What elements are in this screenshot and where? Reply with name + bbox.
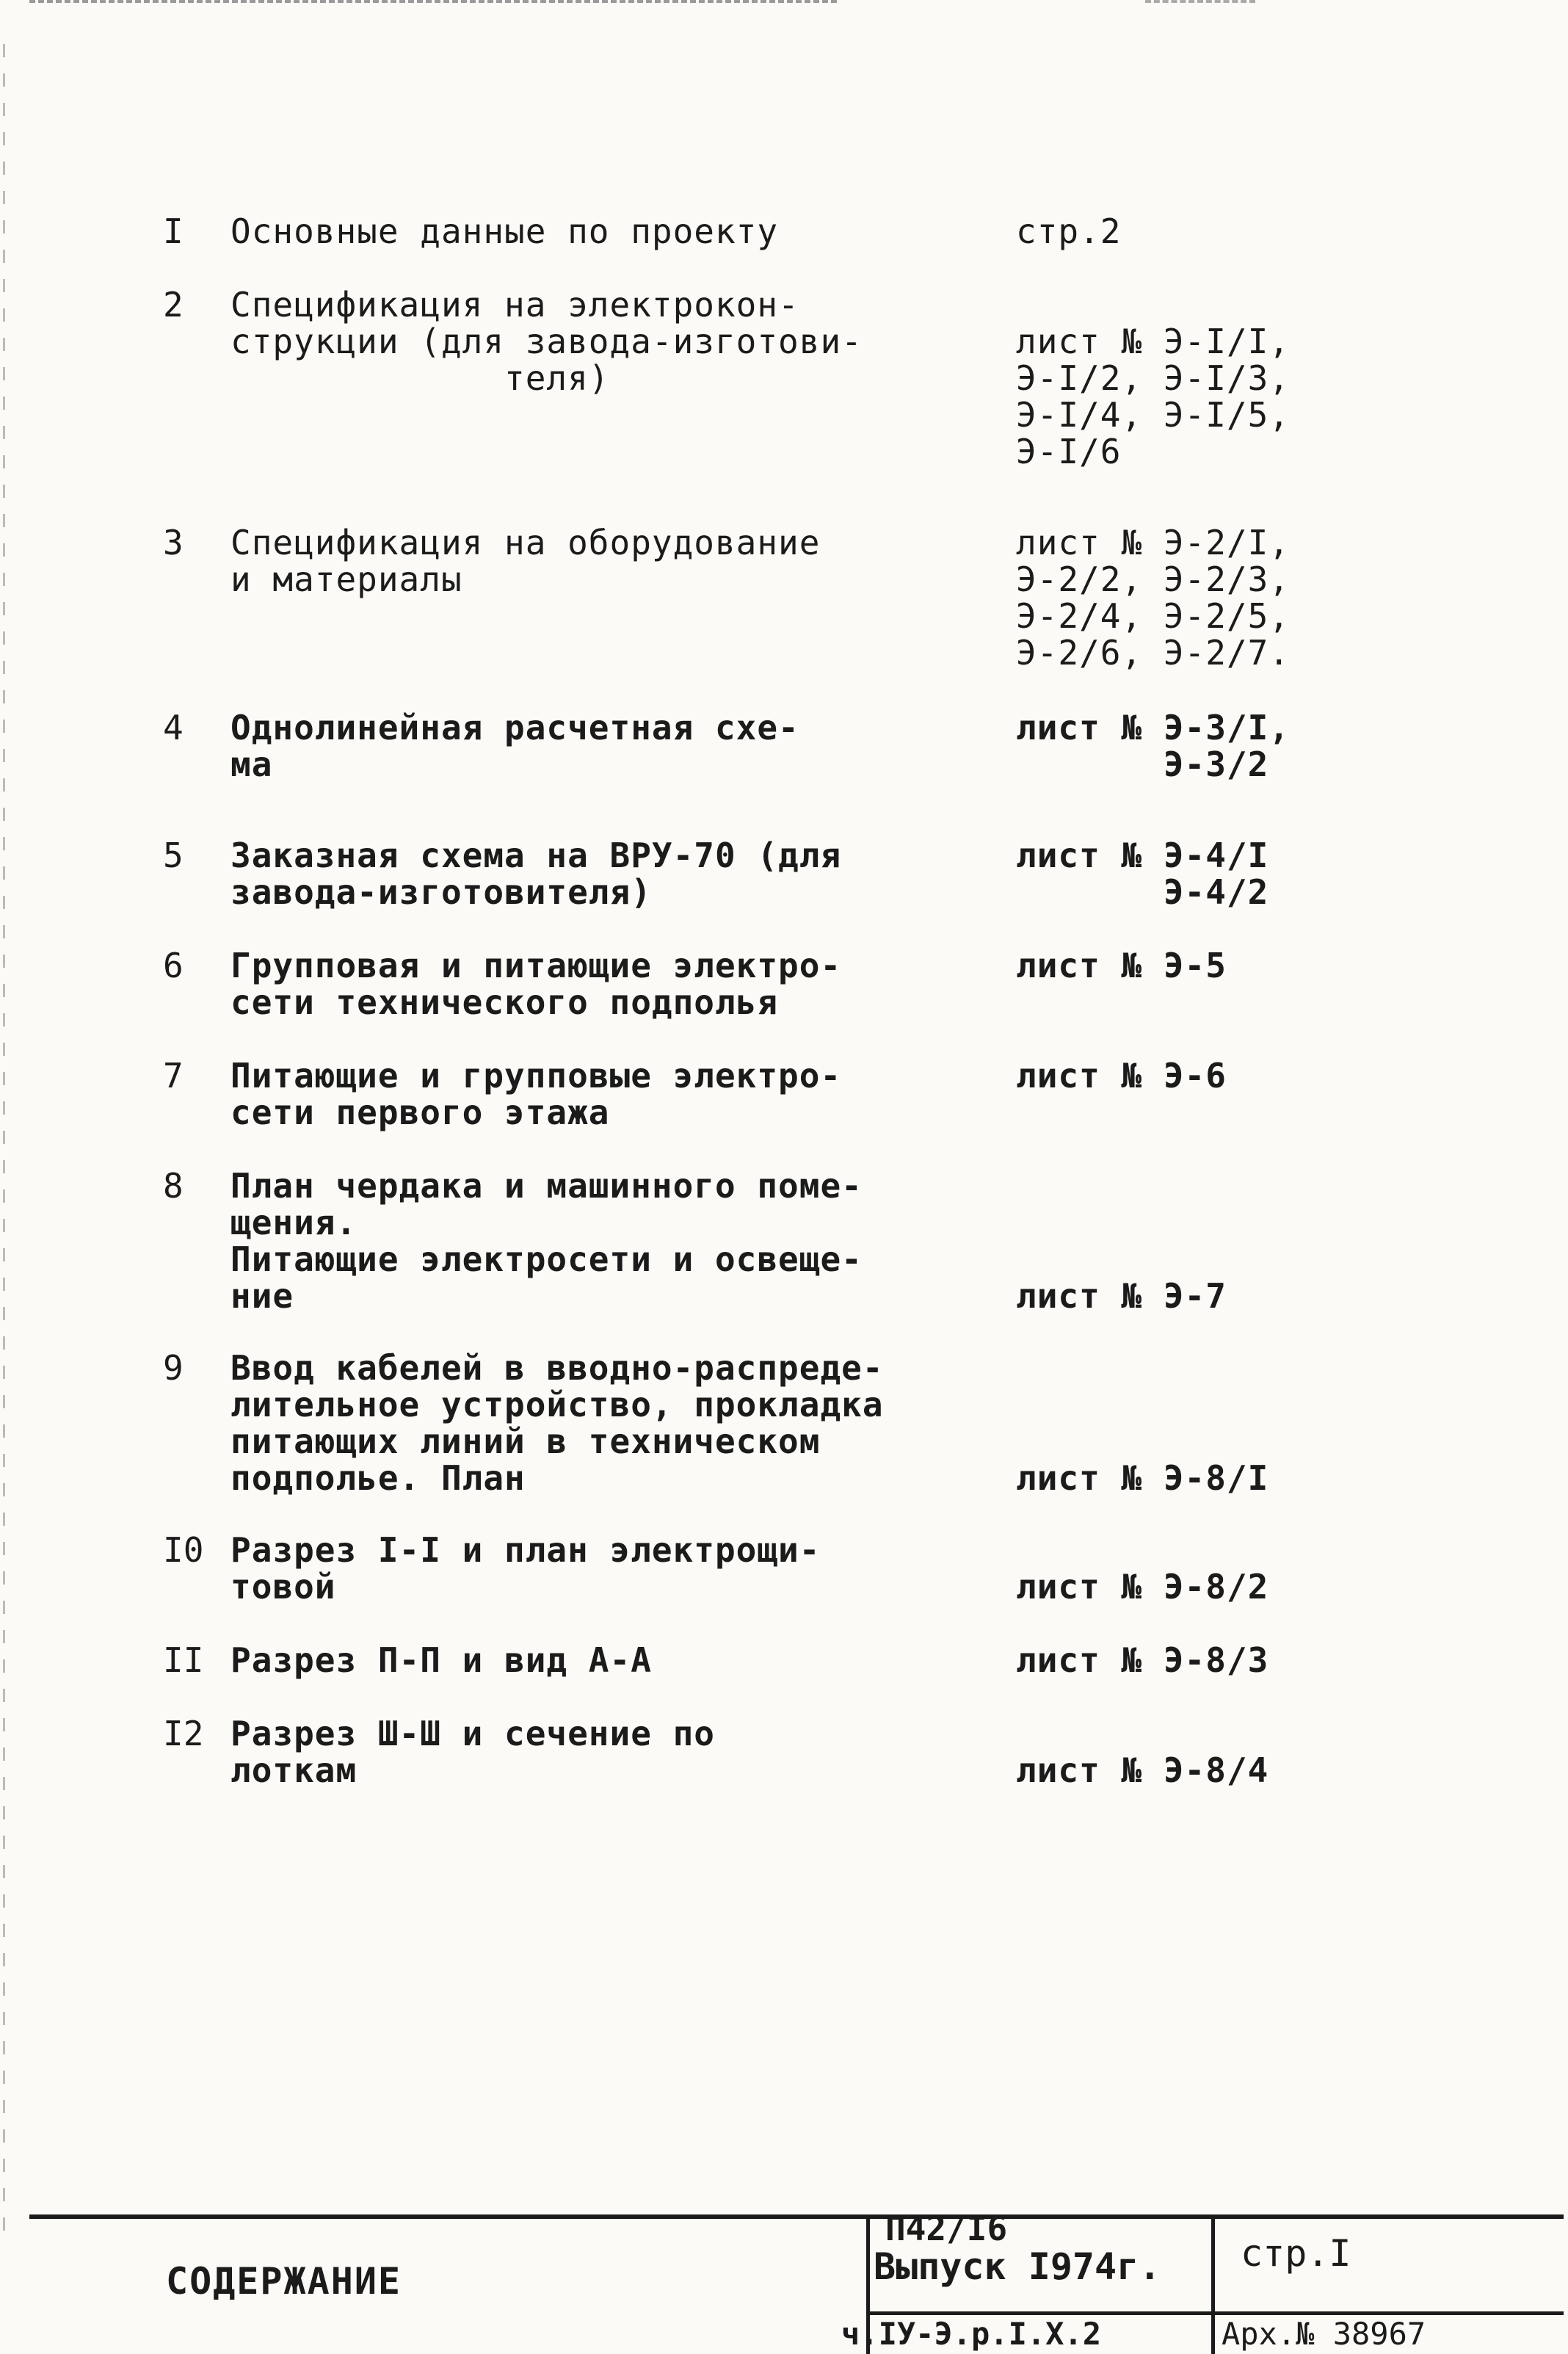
toc-item-title: Однолинейная расчетная схе- ма	[231, 708, 799, 784]
top-edge-mark-right	[1145, 0, 1255, 7]
toc-item-title: Ввод кабелей в вводно-распреде- лительное устройство, прокладка питающих линий в техническом подполье. План	[231, 1348, 884, 1498]
toc-item-title: Разрез Ш-Ш и сечение по лоткам	[231, 1714, 715, 1790]
toc-item-number: I	[163, 211, 184, 251]
toc-item-title: Групповая и питающие электро- сети технического подполья	[231, 946, 842, 1022]
toc-item-reference: лист № Э-8/2	[1016, 1567, 1269, 1607]
toc-item-title: Питающие и групповые электро- сети первого этажа	[231, 1056, 842, 1132]
toc-item-number: 9	[163, 1348, 184, 1388]
top-edge-mark	[29, 0, 837, 9]
archive-number: Арх.№ 38967	[1222, 2316, 1426, 2352]
toc-item-title: Разрез I-I и план электрощи- товой	[231, 1530, 821, 1607]
title-block	[29, 2209, 1564, 2354]
document-code: ч.IУ-Э.р.I.Х.2	[841, 2316, 1102, 2352]
toc-item-number: 3	[163, 523, 184, 562]
toc-item-number: 8	[163, 1166, 184, 1206]
toc-item-title: Разрез П-П и вид А-А	[231, 1640, 652, 1680]
toc-item-reference: лист № Э-7	[1016, 1276, 1227, 1316]
project-number: П42/I6	[885, 2209, 1008, 2248]
toc-item-number: I0	[163, 1530, 204, 1570]
toc-item-number: 2	[163, 285, 184, 325]
toc-item-reference: лист № Э-3/I, Э-3/2	[1016, 708, 1291, 784]
toc-item-reference: лист № Э-I/I, Э-I/2, Э-I/3, Э-I/4, Э-I/5, Э-I/6	[1016, 322, 1291, 471]
title-block-divider	[866, 2311, 1564, 2315]
toc-item-reference: лист № Э-8/I	[1016, 1458, 1269, 1498]
toc-item-number: 6	[163, 946, 184, 985]
title-block-divider	[1211, 2219, 1215, 2354]
toc-item-title: Спецификация на электрокон- струкции (для завода-изготови- теля)	[231, 285, 863, 398]
toc-item-number: II	[163, 1640, 204, 1680]
toc-item-reference: лист № Э-2/I, Э-2/2, Э-2/3, Э-2/4, Э-2/5, Э-2/6, Э-2/7.	[1016, 523, 1291, 673]
toc-item-number: 5	[163, 836, 184, 875]
toc-item-reference: стр.2	[1016, 211, 1122, 251]
toc-item-number: 4	[163, 708, 184, 747]
toc-item-reference: лист № Э-8/4	[1016, 1750, 1269, 1790]
toc-item-title: Спецификация на оборудование и материалы	[231, 523, 821, 599]
toc-item-title: Заказная схема на ВРУ-70 (для завода-изготовителя)	[231, 836, 842, 912]
toc-item-reference: лист № Э-4/I Э-4/2	[1016, 836, 1269, 912]
page-number: стр.I	[1241, 2232, 1351, 2275]
toc-item-number: I2	[163, 1714, 204, 1753]
toc-item-title: Основные данные по проекту	[231, 211, 779, 251]
toc-item-reference: лист № Э-5	[1016, 946, 1227, 985]
toc-item-reference: лист № Э-8/3	[1016, 1640, 1269, 1680]
sheet-title: СОДЕРЖАНИЕ	[166, 2260, 402, 2303]
toc-item-reference: лист № Э-6	[1016, 1056, 1227, 1095]
issue-year: Выпуск I974г.	[874, 2245, 1161, 2288]
toc-item-title: План чердака и машинного поме- щения. Питающие электросети и освеще- ние	[231, 1166, 863, 1316]
toc-item-number: 7	[163, 1056, 184, 1095]
left-edge-mark	[3, 44, 5, 2247]
